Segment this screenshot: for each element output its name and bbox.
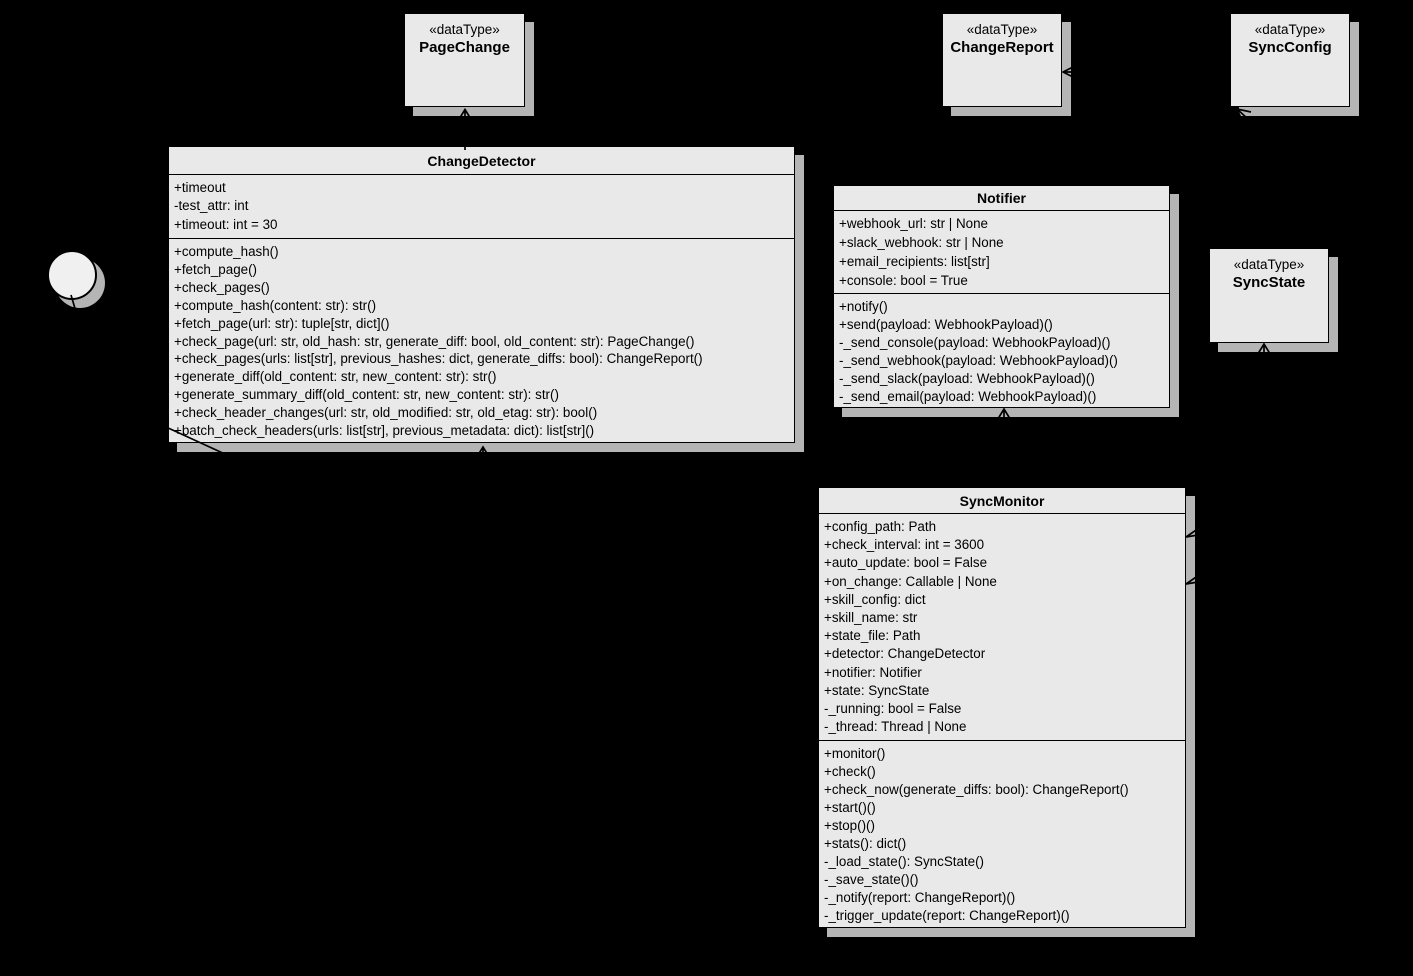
- stereotype-label: «dataType»: [429, 22, 500, 37]
- stereotype-label: «dataType»: [1233, 257, 1305, 272]
- member-line: +check(): [824, 764, 876, 779]
- member-line: +check_header_changes(url: str, old_modified: str, old_etag: str): bool(): [174, 405, 598, 421]
- stereotype-label: «dataType»: [1254, 22, 1326, 37]
- class-changedetector[interactable]: [168, 146, 795, 443]
- class-changereport[interactable]: [942, 13, 1062, 107]
- member-line: +fetch_page(url: str): tuple[str, dict](): [174, 315, 390, 331]
- arrow-to-syncstate: [1256, 344, 1272, 400]
- class-syncconfig[interactable]: [1230, 13, 1350, 107]
- member-line: -_thread: Thread | None: [824, 719, 967, 735]
- member-line: +fetch_page(): [174, 261, 258, 277]
- member-line: +generate_summary_diff(old_content: str, new_content: str): str(): [174, 387, 559, 403]
- methods-compartment: [834, 294, 1169, 409]
- member-line: -_send_console(payload: WebhookPayload)(): [839, 334, 1111, 350]
- member-line: +auto_update: bool = False: [824, 555, 988, 571]
- member-line: -_running: bool = False: [824, 701, 962, 717]
- class-name: PageChange: [419, 39, 510, 56]
- member-line: +monitor(): [824, 746, 886, 761]
- circle-node[interactable]: [47, 250, 97, 300]
- arrow-to-syncconfig: [1237, 109, 1295, 162]
- member-line: +skill_name: str: [824, 610, 918, 626]
- edge-syncmonitor-right-1: [1186, 500, 1240, 537]
- member-line: +check_pages(urls: list[str], previous_hashes: dict, generate_diffs: bool): ChangeReport(): [174, 351, 703, 367]
- member-line: -_send_email(payload: WebhookPayload)(): [839, 388, 1097, 404]
- member-line: +generate_diff(old_content: str, new_content: str): str(): [174, 369, 497, 385]
- member-line: -_load_state(): SyncState(): [824, 854, 985, 869]
- member-line: +batch_check_headers(urls: list[str], previous_metadata: dict): list[str](): [174, 423, 595, 439]
- member-line: +stats(): dict(): [824, 836, 907, 851]
- member-line: +check_now(generate_diffs: bool): ChangeReport(): [824, 782, 1129, 797]
- member-line: +notifier: Notifier: [824, 664, 922, 680]
- class-syncmonitor[interactable]: [818, 487, 1186, 928]
- member-line: +detector: ChangeDetector: [824, 646, 986, 662]
- member-line: -_notify(report: ChangeReport)(): [824, 890, 1016, 905]
- member-line: -test_attr: int: [174, 198, 249, 214]
- member-line: -_send_webhook(payload: WebhookPayload)(): [839, 352, 1118, 368]
- member-line: +slack_webhook: str | None: [839, 234, 1004, 250]
- member-line: +console: bool = True: [839, 272, 968, 288]
- member-line: +webhook_url: str | None: [839, 216, 988, 231]
- class-name: SyncConfig: [1248, 39, 1332, 56]
- class-name: ChangeReport: [950, 39, 1054, 56]
- member-line: +skill_config: dict: [824, 591, 926, 607]
- methods-compartment: [169, 239, 794, 444]
- edge-syncmonitor-right-2: [1186, 547, 1240, 584]
- member-line: +on_change: Callable | None: [824, 573, 997, 589]
- class-syncstate[interactable]: [1209, 248, 1329, 343]
- class-name: Notifier: [977, 190, 1026, 206]
- attributes-compartment: [169, 174, 794, 239]
- member-line: +config_path: Path: [824, 519, 937, 534]
- arrow-to-notifier: [996, 409, 1012, 487]
- class-name: SyncMonitor: [959, 492, 1045, 509]
- member-line: -_send_slack(payload: WebhookPayload)(): [839, 370, 1095, 386]
- member-line: +send(payload: WebhookPayload)(): [839, 316, 1053, 332]
- member-line: +check_page(url: str, old_hash: str, generate_diff: bool, old_content: str): PageChange(): [174, 333, 695, 349]
- member-line: +compute_hash(content: str): str(): [174, 297, 377, 313]
- class-pagechange[interactable]: [404, 13, 525, 107]
- class-name: ChangeDetector: [427, 152, 536, 169]
- attributes-compartment: [819, 513, 1185, 741]
- member-line: +check_pages(): [174, 279, 270, 295]
- member-line: +check_interval: int = 3600: [824, 537, 985, 553]
- member-line: +state: SyncState: [824, 682, 930, 698]
- member-line: +stop()(): [824, 818, 875, 833]
- class-name: SyncState: [1232, 274, 1306, 291]
- attributes-compartment: [834, 210, 1169, 294]
- arrow-to-changereport: [1063, 66, 1160, 79]
- member-line: +timeout: int = 30: [174, 216, 278, 232]
- member-line: +timeout: [174, 180, 226, 195]
- stereotype-label: «dataType»: [966, 22, 1038, 37]
- methods-compartment: [819, 741, 1185, 929]
- member-line: +start()(): [824, 800, 876, 815]
- arrow-to-changedetector: [475, 447, 491, 490]
- member-line: +state_file: Path: [824, 628, 921, 644]
- member-line: +compute_hash(): [174, 244, 279, 259]
- member-line: -_trigger_update(report: ChangeReport)(): [824, 908, 1070, 923]
- arrow-to-pagechange: [457, 110, 473, 151]
- member-line: -_save_state()(): [824, 872, 919, 887]
- member-line: +notify(): [839, 299, 888, 314]
- member-line: +email_recipients: list[str]: [839, 253, 990, 269]
- class-notifier[interactable]: [833, 185, 1170, 408]
